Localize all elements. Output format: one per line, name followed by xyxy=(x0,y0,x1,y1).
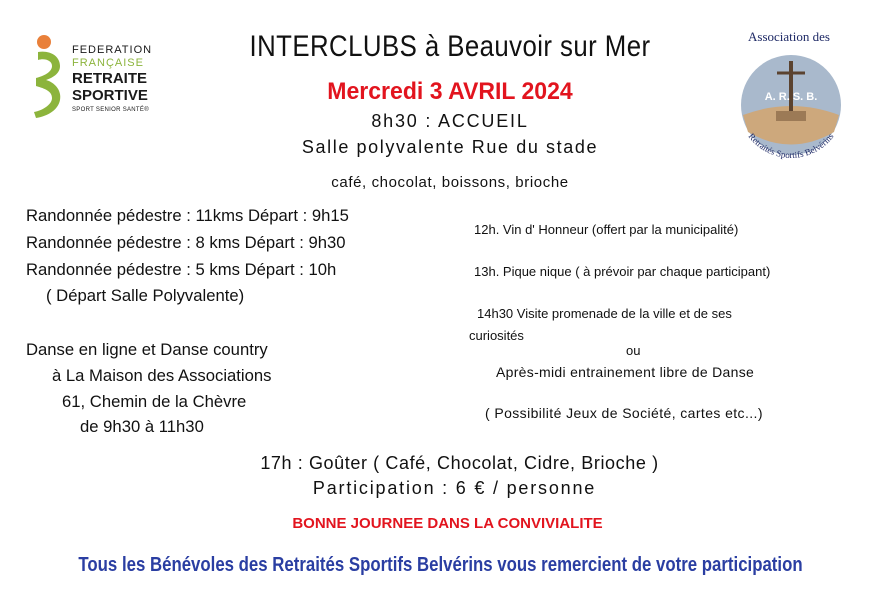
pique-nique: 13h. Pique nique ( à prévoir par chaque participant) xyxy=(474,264,771,279)
ffrs-line4: SPORTIVE xyxy=(72,87,148,104)
ffrs-figure-icon xyxy=(30,34,70,120)
event-date: Mercredi 3 AVRIL 2024 xyxy=(327,78,573,105)
remerciement: Tous les Bénévoles des Retraités Sportifs Belvérins vous remercient de votre participation xyxy=(78,554,803,576)
participation-fee: Participation : 6 € / personne xyxy=(312,478,597,498)
visite-line1: 14h30 Visite promenade de la ville et de ses xyxy=(477,306,732,321)
ffrs-line5: SPORT SENIOR SANTÉ® xyxy=(72,107,149,113)
visite-line2: curiosités xyxy=(469,328,524,343)
ffrs-line1: FEDERATION xyxy=(72,44,153,56)
danse-line3: 61, Chemin de la Chèvre xyxy=(62,392,247,411)
arsb-badge: A. R. S. B. xyxy=(764,91,818,103)
vin-honneur: 12h. Vin d' Honneur (offert par la municipalité) xyxy=(474,222,739,237)
gouter-line: 17h : Goûter ( Café, Chocolat, Cidre, Brioche ) xyxy=(260,453,659,473)
rando-11km: Randonnée pédestre : 11kms Départ : 9h15 xyxy=(26,206,349,225)
ffrs-logo xyxy=(28,24,168,128)
accueil-time: 8h30 : ACCUEIL xyxy=(371,111,529,131)
danse-line2: à La Maison des Associations xyxy=(52,366,272,385)
danse-line4: de 9h30 à 11h30 xyxy=(80,417,204,436)
refreshments: café, chocolat, boissons, brioche xyxy=(331,174,569,191)
apres-midi-danse: Après-midi entrainement libre de Danse xyxy=(496,364,755,380)
jeux-societe: ( Possibilité Jeux de Société, cartes etc...) xyxy=(485,405,763,421)
venue: Salle polyvalente Rue du stade xyxy=(301,137,599,157)
depart-note: ( Départ Salle Polyvalente) xyxy=(46,286,245,305)
danse-line1: Danse en ligne et Danse country xyxy=(26,340,268,359)
rando-5km: Randonnée pédestre : 5 kms Départ : 10h xyxy=(26,260,337,279)
rando-8km: Randonnée pédestre : 8 kms Départ : 9h30 xyxy=(26,233,346,252)
ffrs-line2: FRANÇAISE xyxy=(72,57,144,69)
ou-separator: ou xyxy=(626,343,641,358)
arsb-top-text: Association des xyxy=(748,29,830,44)
ffrs-line3: RETRAITE xyxy=(72,70,147,87)
page-title: INTERCLUBS à Beauvoir sur Mer xyxy=(249,30,651,63)
arsb-arc-path-text: Retraités Sportifs Belvérins xyxy=(746,131,836,161)
bonne-journee: BONNE JOURNEE DANS LA CONVIVIALITE xyxy=(292,515,603,532)
